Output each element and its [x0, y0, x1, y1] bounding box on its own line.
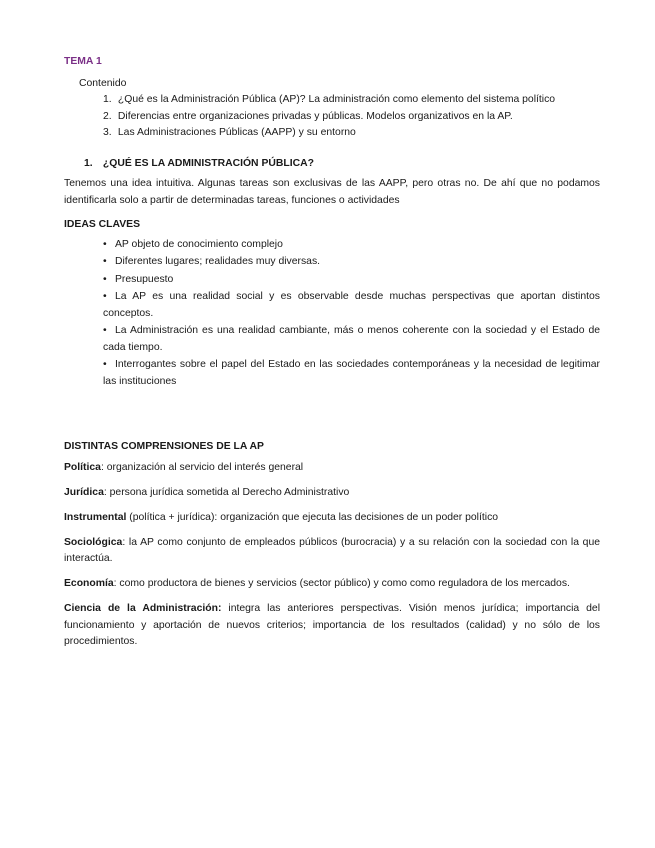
toc-item: [103, 125, 600, 142]
key-ideas-list: [64, 237, 600, 391]
list-item-text: La Administración es una realidad cambiante, más o menos coherente con la sociedad y el Estado de cada tiempo.: [103, 325, 600, 353]
list-item: [103, 237, 600, 254]
toc-item-number: 2.: [103, 110, 112, 122]
bullet-icon: •: [103, 273, 107, 285]
definition-term: Jurídica: [64, 486, 104, 498]
definition-item: [64, 460, 600, 477]
definition-text: : persona jurídica sometida al Derecho Administrativo: [103, 486, 350, 498]
key-ideas-heading: IDEAS CLAVES: [64, 219, 141, 230]
toc-item: [103, 92, 600, 109]
list-item: [103, 272, 600, 289]
document-page: [64, 54, 600, 659]
section-title: ¿QUÉ ES LA ADMINISTRACIÓN PÚBLICA?: [102, 157, 314, 169]
list-item: [103, 323, 600, 356]
list-item-text: La AP es una realidad social y es observable desde muchas perspectivas que aportan distintos conceptos.: [103, 291, 600, 319]
section-heading: [84, 156, 600, 173]
bullet-icon: •: [103, 291, 107, 302]
definition-item: [64, 576, 600, 593]
bullet-icon: •: [103, 256, 107, 267]
topic-title: TEMA 1: [64, 56, 102, 67]
toc-item-text: Las Administraciones Públicas (AAPP) y su entorno: [117, 127, 356, 138]
definition-text: (política + jurídica): organización que ejecuta las decisiones de un poder político: [126, 511, 499, 523]
toc-item-text: ¿Qué es la Administración Pública (AP)? La administración como elemento del sistema político: [117, 94, 556, 105]
toc-item-text: Diferencias entre organizaciones privadas y públicas. Modelos organizativos en la AP.: [117, 110, 513, 122]
toc-item-number: 3.: [103, 127, 112, 138]
list-item-text: Interrogantes sobre el papel del Estado en las sociedades contemporáneas y la necesidad de legitimar las instituciones: [103, 359, 600, 387]
section-number: 1.: [84, 157, 93, 169]
bullet-icon: •: [103, 359, 107, 370]
definition-term: Política: [64, 461, 101, 473]
definition-term: Sociológica: [64, 536, 123, 548]
bullet-icon: •: [103, 238, 107, 250]
list-item: [103, 254, 600, 271]
list-item-text: Diferentes lugares; realidades muy diversas.: [115, 256, 321, 267]
toc-item-number: 1.: [103, 94, 112, 105]
definition-text: : organización al servicio del interés general: [100, 461, 304, 473]
understandings-heading: DISTINTAS COMPRENSIONES DE LA AP: [64, 441, 264, 452]
definition-term: Instrumental: [64, 511, 127, 523]
definition-term: Economía: [64, 578, 114, 589]
definition-item: [64, 510, 600, 527]
toc-item: [103, 109, 600, 126]
bullet-icon: •: [103, 325, 107, 336]
list-item-text: AP objeto de conocimiento complejo: [115, 238, 283, 250]
definition-text: : como productora de bienes y servicios (sector público) y como como reguladora de los mercados.: [113, 578, 570, 589]
list-item-text: Presupuesto: [115, 273, 174, 285]
list-item: [103, 289, 600, 322]
table-of-contents: [64, 92, 600, 142]
intro-paragraph: Tenemos una idea intuitiva. Algunas tareas son exclusivas de las AAPP, pero otras no. De ahí que no podamos identificarla solo a partir de determinadas tareas, funciones o actividades: [64, 178, 600, 206]
definition-item: [64, 601, 600, 651]
definition-text: : la AP como conjunto de empleados públicos (burocracia) y a su relación con la sociedad con la que interactúa.: [64, 536, 600, 564]
definition-text: integra las anteriores perspectivas. Visión menos jurídica; importancia del funcionamiento y aportación de nuevos criterios; importancia de los resultados (calidad) y no sólo de los procedimientos.: [64, 603, 601, 647]
definition-term: Ciencia de la Administración:: [64, 603, 222, 614]
contents-label: Contenido: [79, 77, 127, 89]
definition-item: [64, 485, 600, 502]
definition-item: [64, 535, 600, 568]
list-item: [103, 357, 600, 390]
